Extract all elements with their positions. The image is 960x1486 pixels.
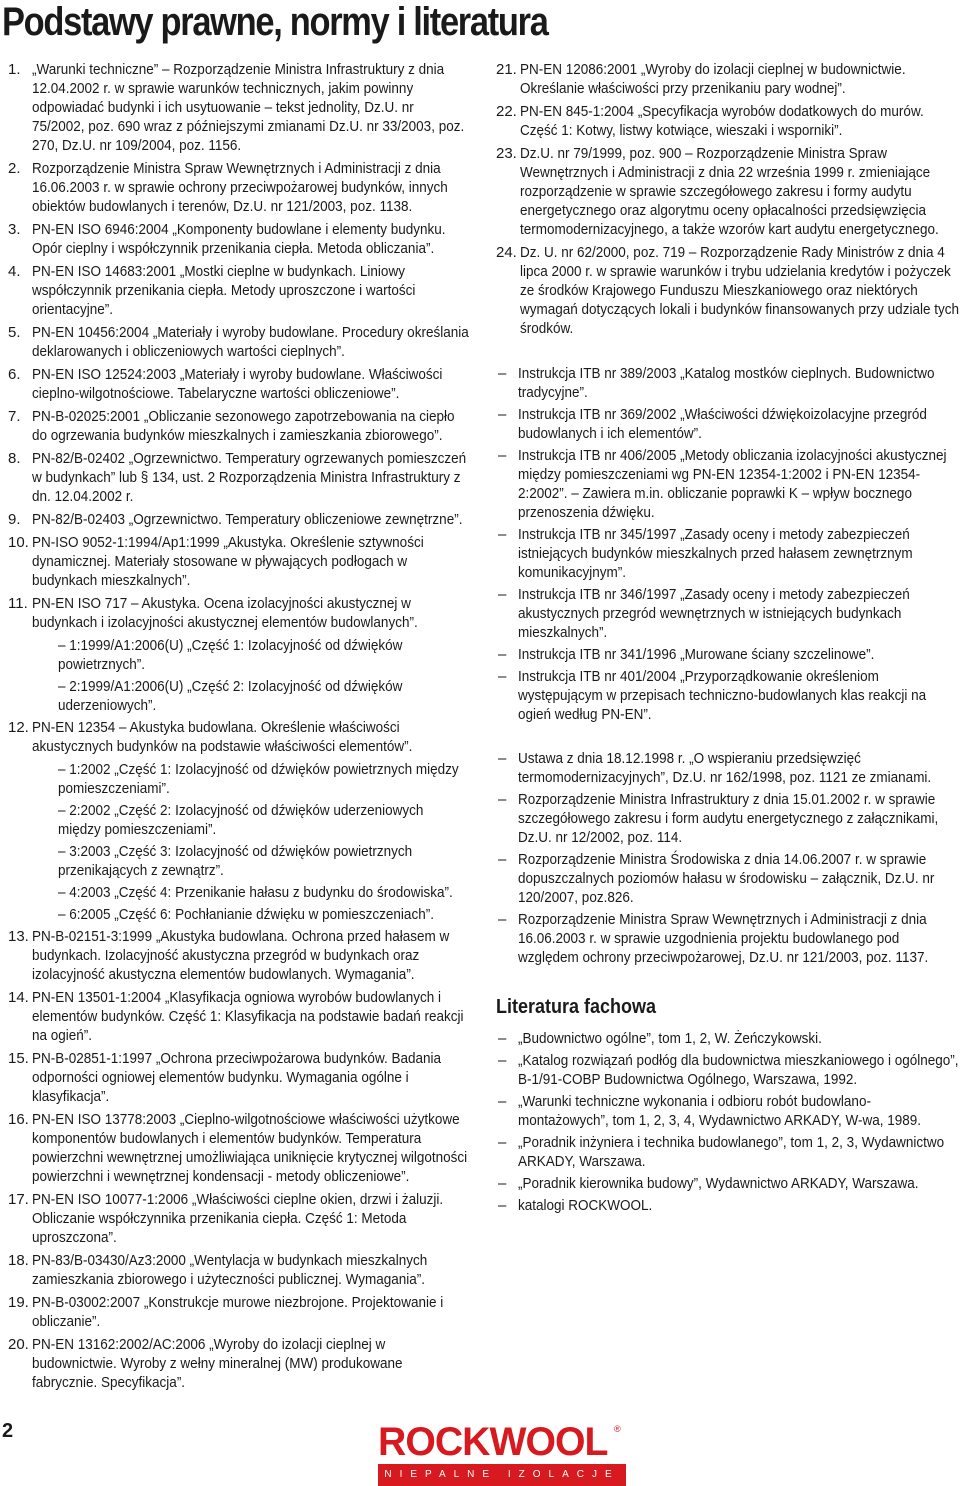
item-number: 3. xyxy=(8,221,21,238)
item-text: PN-EN 12354 – Akustyka budowlana. Określenie właściwości akustycznych budynków na podstawie właściwości elementów”. xyxy=(32,719,413,755)
list-item xyxy=(8,407,470,445)
dash-item-text: „Warunki techniczne wykonania i odbioru robót budowlano-montażowych”, tom 1, 2, 3, 4, Wydawnictwo ARKADY, W-wa, 1989. xyxy=(518,1093,922,1129)
dash-bullet: – xyxy=(498,447,507,464)
dash-bullet: – xyxy=(498,1052,507,1069)
dash-item xyxy=(496,1051,960,1089)
list-item xyxy=(8,159,470,216)
registered-mark: ® xyxy=(614,1424,621,1434)
dash-item xyxy=(496,1174,960,1193)
item-text: Rozporządzenie Ministra Spraw Wewnętrznych i Administracji z dnia 16.06.2003 r. w sprawie ochrony przeciwpożarowej budynków, innych obiektów budowlanych i terenów, Dz.U. nr 121/2003, poz. 1138. xyxy=(32,160,448,215)
item-number: 14. xyxy=(8,989,29,1006)
dash-item-text: „Katalog rozwiązań podłóg dla budownictwa mieszkaniowego i ogólnego”, B-1/91-COBP Budownictwa Ogólnego, Warszawa, 1992. xyxy=(518,1052,959,1088)
dash-bullet: – xyxy=(498,750,507,767)
list-item xyxy=(496,144,960,239)
list-item xyxy=(8,449,470,506)
dash-bullet: – xyxy=(498,1093,507,1110)
item-number: 5. xyxy=(8,324,21,341)
literature-heading: Literatura fachowa xyxy=(496,996,657,1018)
list-item xyxy=(8,1049,470,1106)
dash-bullet: – xyxy=(498,851,507,868)
sub-item-text: – 1:2002 „Część 1: Izolacyjność od dźwięków powietrznych między pomieszczeniami”. xyxy=(58,761,459,797)
dash-item-text: Instrukcja ITB nr 341/1996 „Murowane ściany szczelinowe”. xyxy=(518,646,875,663)
item-text: PN-B-02851-1:1997 „Ochrona przeciwpożarowa budynków. Badania odporności ogniowej elementów budynku. Wymagania ogólne i klasyfikacja”. xyxy=(32,1050,441,1105)
dash-item-text: „Poradnik kierownika budowy”, Wydawnictwo ARKADY, Warszawa. xyxy=(518,1175,919,1192)
item-text: PN-EN ISO 6946:2004 „Komponenty budowlane i elementy budynku. Opór cieplny i współczynnik przenikania ciepła. Metoda obliczania”. xyxy=(32,221,446,257)
sub-item-text: – 2:1999/A1:2006(U) „Część 2: Izolacyjność od dźwięków uderzeniowych”. xyxy=(58,678,403,714)
sub-item xyxy=(8,801,470,839)
list-item xyxy=(8,1110,470,1186)
item-text: „Warunki techniczne” – Rozporządzenie Ministra Infrastruktury z dnia 12.04.2002 r. w sprawie warunków technicznych, jakim powinny odpowiadać budynki i ich usytuowanie – tekst jednolity, Dz.U. nr 75/2002, poz. 690 wraz z późniejszymi zmianami Dz.U. nr 33/2003, poz. 270, Dz.U. nr 109/2004, poz. 1156. xyxy=(32,61,465,154)
item-number: 15. xyxy=(8,1050,29,1067)
sub-item xyxy=(8,883,470,902)
sub-item-text: – 4:2003 „Część 4: Przenikanie hałasu z budynku do środowiska”. xyxy=(58,884,453,901)
item-number: 23. xyxy=(496,145,517,162)
dash-bullet: – xyxy=(498,911,507,928)
list-item xyxy=(8,718,470,756)
literature-list xyxy=(496,1029,960,1215)
item-number: 1. xyxy=(8,61,21,78)
item-number: 17. xyxy=(8,1191,29,1208)
dash-item-text: „Poradnik inżyniera i technika budowlanego”, tom 1, 2, 3, Wydawnictwo ARKADY, Warszawa. xyxy=(518,1134,945,1170)
item-number: 4. xyxy=(8,263,21,280)
standards-list-continued xyxy=(496,60,960,338)
sub-item xyxy=(8,842,470,880)
rockwool-logo xyxy=(378,1422,626,1486)
item-text: PN-EN ISO 10077-1:2006 „Właściwości cieplne okien, drzwi i żaluzji. Obliczanie współczynnika przenikania ciepła. Część 1: Metoda uproszczona”. xyxy=(32,1191,444,1246)
list-item xyxy=(8,365,470,403)
item-number: 16. xyxy=(8,1111,29,1128)
list-item xyxy=(8,533,470,590)
item-text: PN-EN 845-1:2004 „Specyfikacja wyrobów dodatkowych do murów. Część 1: Kotwy, listwy kotwiące, wieszaki i wsporniki”. xyxy=(520,103,924,139)
sub-item xyxy=(8,905,470,924)
item-text: PN-B-02151-3:1999 „Akustyka budowlana. Ochrona przed hałasem w budynkach. Izolacyjność akustyczna przegród w budynkach oraz izolacyjność akustyczna elementów budowlanych. Wymagania”. xyxy=(32,928,450,983)
dash-bullet: – xyxy=(498,668,507,685)
dash-item-text: Instrukcja ITB nr 369/2002 „Właściwości dźwiękoizolacyjne przegród budowlanych i ich elementów”. xyxy=(518,406,927,442)
dash-bullet: – xyxy=(498,1134,507,1151)
list-item xyxy=(8,1190,470,1247)
list-item xyxy=(496,243,960,338)
logo-wordmark: ROCKWOOL xyxy=(378,1420,608,1464)
list-item xyxy=(496,60,960,98)
dash-item-text: Ustawa z dnia 18.12.1998 r. „O wspieraniu przedsięwzięć termomodernizacyjnych”, Dz.U. nr 162/1998, poz. 1121 ze zmianami. xyxy=(518,750,932,786)
dash-item xyxy=(496,667,960,724)
item-text: Dz.U. nr 79/1999, poz. 900 – Rozporządzenie Ministra Spraw Wewnętrznych i Administracji z dnia 22 września 1999 r. zmieniające rozporządzenie w sprawie szczegółowego zakresu i formy audytu energetycznego oraz algorytmu oceny opłacalności przedsięwzięcia termomodernizacyjnego, a także wzorów kart audytu energetycznego. xyxy=(520,145,939,238)
dash-item xyxy=(496,749,960,787)
dash-item xyxy=(496,910,960,967)
item-number: 10. xyxy=(8,534,29,551)
dash-item xyxy=(496,1029,960,1048)
dash-item xyxy=(496,645,960,664)
item-number: 11. xyxy=(8,595,28,612)
list-item xyxy=(8,510,470,529)
dash-item xyxy=(496,790,960,847)
item-text: PN-EN ISO 12524:2003 „Materiały i wyroby budowlane. Właściwości cieplno-wilgotnościowe. Tabelaryczne wartości obliczeniowe”. xyxy=(32,366,443,402)
dash-bullet: – xyxy=(498,1030,507,1047)
item-number: 19. xyxy=(8,1294,29,1311)
list-item xyxy=(8,927,470,984)
dash-bullet: – xyxy=(498,365,507,382)
dash-bullet: – xyxy=(498,1197,507,1214)
dash-bullet: – xyxy=(498,526,507,543)
item-text: PN-EN ISO 14683:2001 „Mostki cieplne w budynkach. Liniowy współczynnik przenikania ciepła. Metody uproszczone i wartości orientacyjne”. xyxy=(32,263,416,318)
item-number: 12. xyxy=(8,719,29,736)
dash-item xyxy=(496,1092,960,1130)
item-number: 9. xyxy=(8,511,21,528)
item-text: PN-B-03002:2007 „Konstrukcje murowe niezbrojone. Projektowanie i obliczanie”. xyxy=(32,1294,444,1330)
dash-item-text: „Budownictwo ogólne”, tom 1, 2, W. Żeńczykowski. xyxy=(518,1030,822,1047)
item-text: PN-EN ISO 13778:2003 „Cieplno-wilgotnościowe właściwości użytkowe komponentów budowlanych i elementów budynków. Temperatura powierzchni wewnętrznej umożliwiająca uniknięcie krytycznej wilgotności powierzchni i wewnętrznej kondensacji - metody obliczeniowe”. xyxy=(32,1111,468,1185)
item-text: PN-EN 13501-1:2004 „Klasyfikacja ogniowa wyrobów budowlanych i elementów budynków. Część 1: Klasyfikacja na podstawie badań reakcji na ogień”. xyxy=(32,989,464,1044)
dash-item xyxy=(496,525,960,582)
dash-item-text: Instrukcja ITB nr 346/1997 „Zasady oceny i metody zabezpieczeń akustycznych przegród wewnętrznych w istniejących budynkach mieszkalnych”. xyxy=(518,586,910,641)
item-text: PN-EN ISO 717 – Akustyka. Ocena izolacyjności akustycznej w budynkach i izolacyjności akustycznej elementów budowlanych”. xyxy=(32,595,418,631)
sub-item-text: – 6:2005 „Część 6: Pochłanianie dźwięku w pomieszczeniach”. xyxy=(58,906,434,923)
item-number: 6. xyxy=(8,366,21,383)
list-item xyxy=(496,102,960,140)
sub-item-text: – 1:1999/A1:2006(U) „Część 1: Izolacyjność od dźwięków powietrznych”. xyxy=(58,637,403,673)
dash-item-text: katalogi ROCKWOOL. xyxy=(518,1197,653,1214)
page-number: 2 xyxy=(2,1420,14,1442)
dash-item-text: Rozporządzenie Ministra Środowiska z dnia 14.06.2007 r. w sprawie dopuszczalnych poziomów hałasu w środowisku – załącznik, Dz.U. nr 120/2007, poz.826. xyxy=(518,851,935,906)
dash-bullet: – xyxy=(498,406,507,423)
sub-item-text: – 3:2003 „Część 3: Izolacyjność od dźwięków powietrznych przenikających z zewnątrz”. xyxy=(58,843,413,879)
dash-item-text: Instrukcja ITB nr 406/2005 „Metody obliczania izolacyjności akustycznej między pomieszczeniami wg PN-EN 12354-1:2002 i PN-EN 12354-2:2002”. – Zawiera m.in. obliczanie poprawki K – wpływ bocznego przenoszenia dźwięku. xyxy=(518,447,947,521)
item-number: 22. xyxy=(496,103,517,120)
item-text: PN-82/B-02403 „Ogrzewnictwo. Temperatury obliczeniowe zewnętrzne”. xyxy=(32,511,463,528)
item-number: 21. xyxy=(496,61,517,78)
list-item xyxy=(8,988,470,1045)
itb-instructions-list xyxy=(496,364,960,724)
dash-item-text: Instrukcja ITB nr 401/2004 „Przyporządkowanie określeniom występującym w przepisach techniczno-budowlanych klas reakcji na ogień według PN-EN”. xyxy=(518,668,927,723)
spacer xyxy=(496,970,960,992)
item-number: 24. xyxy=(496,244,517,261)
dash-item xyxy=(496,1196,960,1215)
dash-item-text: Instrukcja ITB nr 345/1997 „Zasady oceny i metody zabezpieczeń istniejących budynków mieszkalnych przed hałasem zewnętrznym komunikacyjnym”. xyxy=(518,526,913,581)
dash-bullet: – xyxy=(498,791,507,808)
right-column xyxy=(496,60,960,1218)
dash-item xyxy=(496,405,960,443)
spacer xyxy=(496,727,960,749)
item-number: 13. xyxy=(8,928,29,945)
item-text: Dz. U. nr 62/2000, poz. 719 – Rozporządzenie Rady Ministrów z dnia 4 lipca 2000 r. w sprawie warunków i trybu udzielania kredytów i pożyczek ze środków Krajowego Funduszu Mieszkaniowego oraz niektórych wymagań dotyczących lokali i budynków finansowanych przy udziale tych środków. xyxy=(520,244,959,337)
item-text: PN-82/B-02402 „Ogrzewnictwo. Temperatury ogrzewanych pomieszczeń w budynkach” lub § 134, ust. 2 Rozporządzenia Ministra Infrastruktury z dn. 12.04.2002 r. xyxy=(32,450,467,505)
sub-item xyxy=(8,677,470,715)
dash-item xyxy=(496,850,960,907)
item-number: 20. xyxy=(8,1336,29,1353)
left-column xyxy=(8,60,470,1396)
item-number: 8. xyxy=(8,450,21,467)
regulations-list xyxy=(496,749,960,967)
list-item xyxy=(8,1335,470,1392)
item-text: PN-EN 12086:2001 „Wyroby do izolacji cieplnej w budownictwie. Określanie właściwości przy przenikaniu pary wodnej”. xyxy=(520,61,906,97)
dash-item-text: Rozporządzenie Ministra Spraw Wewnętrznych i Administracji z dnia 16.06.2003 r. w sprawie uzgodnienia projektu budowlanego pod względem ochrony przeciwpożarowej, Dz.U. nr 121/2003, poz. 1137. xyxy=(518,911,929,966)
list-item xyxy=(8,594,470,632)
item-number: 7. xyxy=(8,408,21,425)
page-title: Podstawy prawne, normy i literatura xyxy=(2,0,548,44)
sub-item-text: – 2:2002 „Część 2: Izolacyjność od dźwięków uderzeniowych między pomieszczeniami”. xyxy=(58,802,424,838)
dash-item xyxy=(496,364,960,402)
list-item xyxy=(8,220,470,258)
list-item xyxy=(8,1251,470,1289)
item-text: PN-ISO 9052-1:1994/Ap1:1999 „Akustyka. Określenie sztywności dynamicznej. Materiały stosowane w pływających podłogach w budynkach mieszkalnych”. xyxy=(32,534,424,589)
spacer xyxy=(496,342,960,364)
dash-item-text: Rozporządzenie Ministra Infrastruktury z dnia 15.01.2002 r. w sprawie szczegółowego zakresu i form audytu energetycznego z załącznikami, Dz.U. nr 12/2002, poz. 114. xyxy=(518,791,939,846)
item-text: PN-EN 10456:2004 „Materiały i wyroby budowlane. Procedury określania deklarowanych i obliczeniowych wartości cieplnych”. xyxy=(32,324,469,360)
list-item xyxy=(8,1293,470,1331)
dash-bullet: – xyxy=(498,586,507,603)
item-text: PN-B-02025:2001 „Obliczanie sezonowego zapotrzebowania na ciepło do ogrzewania budynków mieszkalnych i zamieszkania zbiorowego”. xyxy=(32,408,455,444)
dash-bullet: – xyxy=(498,1175,507,1192)
item-text: PN-83/B-03430/Az3:2000 „Wentylacja w budynkach mieszkalnych zamieszkania zbiorowego i użyteczności publicznej. Wymagania”. xyxy=(32,1252,428,1288)
dash-bullet: – xyxy=(498,646,507,663)
dash-item xyxy=(496,1133,960,1171)
item-number: 18. xyxy=(8,1252,29,1269)
logo-tagline: NIEPALNE IZOLACJE xyxy=(378,1464,626,1486)
list-item xyxy=(8,60,470,155)
item-number: 2. xyxy=(8,160,21,177)
item-text: PN-EN 13162:2002/AC:2006 „Wyroby do izolacji cieplnej w budownictwie. Wyroby z wełny mineralnej (MW) produkowane fabrycznie. Specyfikacja”. xyxy=(32,1336,403,1391)
sub-item xyxy=(8,760,470,798)
list-item xyxy=(8,262,470,319)
list-item xyxy=(8,323,470,361)
sub-item xyxy=(8,636,470,674)
dash-item xyxy=(496,446,960,522)
dash-item xyxy=(496,585,960,642)
dash-item-text: Instrukcja ITB nr 389/2003 „Katalog mostków cieplnych. Budownictwo tradycyjne”. xyxy=(518,365,935,401)
